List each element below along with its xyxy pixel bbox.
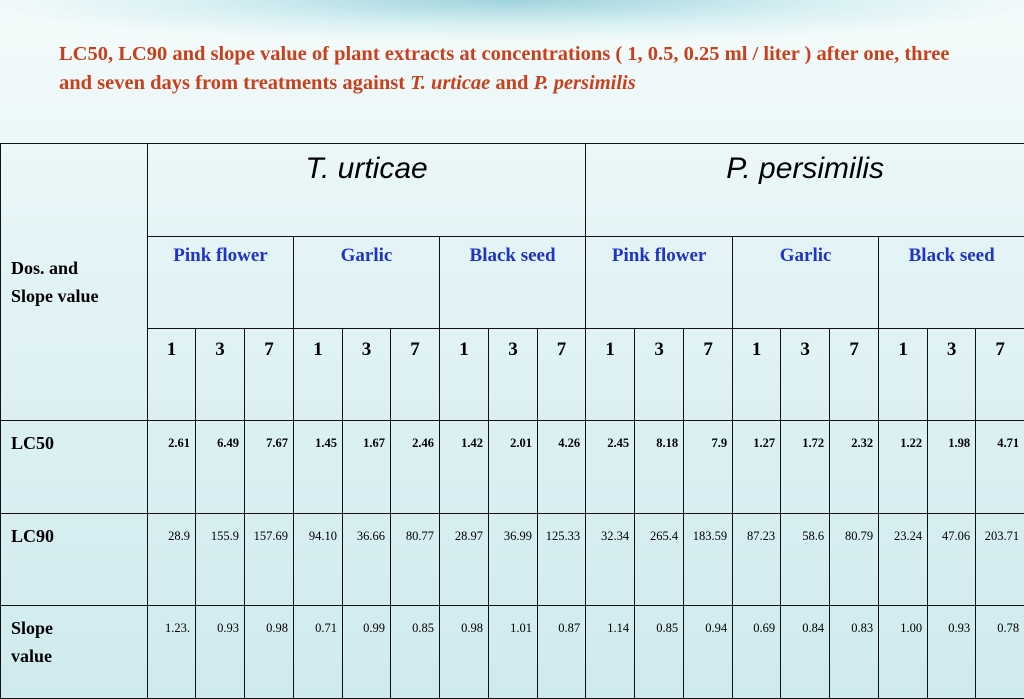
extract-header: Garlic xyxy=(294,237,440,329)
table-cell: 4.26 xyxy=(538,421,586,514)
day-header: 3 xyxy=(489,329,538,421)
day-header: 1 xyxy=(733,329,781,421)
row-label-lc90: LC90 xyxy=(1,514,148,606)
table-cell: 1.72 xyxy=(781,421,830,514)
table-cell: 58.6 xyxy=(781,514,830,606)
table-cell: 0.94 xyxy=(684,606,733,699)
table-cell: 0.93 xyxy=(928,606,976,699)
day-header: 7 xyxy=(245,329,294,421)
row-label-lc50: LC50 xyxy=(1,421,148,514)
table-cell: 2.45 xyxy=(586,421,635,514)
table-row-lc50 xyxy=(1,421,1024,514)
day-header: 7 xyxy=(976,329,1024,421)
day-header: 7 xyxy=(391,329,440,421)
day-header: 1 xyxy=(586,329,635,421)
table-cell: 157.69 xyxy=(245,514,294,606)
table-cell: 0.84 xyxy=(781,606,830,699)
table-cell: 203.71 xyxy=(976,514,1024,606)
table-cell: 2.01 xyxy=(489,421,538,514)
table-cell: 0.87 xyxy=(538,606,586,699)
table-cell: 32.34 xyxy=(586,514,635,606)
title-and: and xyxy=(490,72,533,94)
day-header: 1 xyxy=(148,329,196,421)
table-cell: 36.66 xyxy=(343,514,391,606)
table-cell: 36.99 xyxy=(489,514,538,606)
table-cell: 265.4 xyxy=(635,514,684,606)
day-header: 3 xyxy=(928,329,976,421)
extract-header-row xyxy=(1,237,1024,329)
slide-title xyxy=(59,40,979,98)
table-cell: 1.00 xyxy=(879,606,928,699)
species-header-row xyxy=(1,144,1024,237)
day-header: 1 xyxy=(440,329,489,421)
table-cell: 28.9 xyxy=(148,514,196,606)
corner-header xyxy=(1,144,148,421)
table-cell: 0.71 xyxy=(294,606,343,699)
table-cell: 23.24 xyxy=(879,514,928,606)
table-cell: 1.22 xyxy=(879,421,928,514)
extract-header: Black seed xyxy=(440,237,586,329)
species-header-1: T. urticae xyxy=(148,144,586,237)
table-cell: 1.42 xyxy=(440,421,489,514)
table-cell: 7.67 xyxy=(245,421,294,514)
day-header: 3 xyxy=(196,329,245,421)
table-cell: 1.98 xyxy=(928,421,976,514)
table-row-lc90 xyxy=(1,514,1024,606)
extract-header: Pink flower xyxy=(586,237,733,329)
table-cell: 28.97 xyxy=(440,514,489,606)
table-cell: 183.59 xyxy=(684,514,733,606)
table-cell: 4.71 xyxy=(976,421,1024,514)
table-cell: 0.98 xyxy=(440,606,489,699)
table-cell: 7.9 xyxy=(684,421,733,514)
table-cell: 1.23. xyxy=(148,606,196,699)
table-cell: 2.32 xyxy=(830,421,879,514)
table-cell: 1.01 xyxy=(489,606,538,699)
extract-header: Pink flower xyxy=(148,237,294,329)
day-header: 1 xyxy=(294,329,343,421)
table-cell: 47.06 xyxy=(928,514,976,606)
title-text: LC50, LC90 and slope value of plant extracts at concentrations ( 1, 0.5, 0.25 ml / liter ) after one, three and seven days from treatments against xyxy=(59,43,950,94)
corner-label-line2: Slope value xyxy=(11,286,99,306)
table-cell: 155.9 xyxy=(196,514,245,606)
day-header: 7 xyxy=(830,329,879,421)
day-header: 7 xyxy=(538,329,586,421)
days-header-row xyxy=(1,329,1024,421)
table-row-slope xyxy=(1,606,1024,699)
table-cell: 1.14 xyxy=(586,606,635,699)
table-cell: 8.18 xyxy=(635,421,684,514)
day-header: 3 xyxy=(635,329,684,421)
table-cell: 0.98 xyxy=(245,606,294,699)
table-cell: 94.10 xyxy=(294,514,343,606)
table-cell: 1.27 xyxy=(733,421,781,514)
day-header: 7 xyxy=(684,329,733,421)
table-cell: 1.67 xyxy=(343,421,391,514)
table-cell: 0.93 xyxy=(196,606,245,699)
table-cell: 0.99 xyxy=(343,606,391,699)
table-cell: 2.46 xyxy=(391,421,440,514)
day-header: 1 xyxy=(879,329,928,421)
day-header: 3 xyxy=(781,329,830,421)
table-cell: 2.61 xyxy=(148,421,196,514)
results-table xyxy=(0,143,1024,699)
title-species-1: T. urticae xyxy=(410,72,490,94)
day-header: 3 xyxy=(343,329,391,421)
extract-header: Black seed xyxy=(879,237,1024,329)
table-cell: 1.45 xyxy=(294,421,343,514)
table-cell: 0.83 xyxy=(830,606,879,699)
table-cell: 0.85 xyxy=(391,606,440,699)
extract-header: Garlic xyxy=(733,237,879,329)
table-cell: 6.49 xyxy=(196,421,245,514)
table-cell: 87.23 xyxy=(733,514,781,606)
table-cell: 0.78 xyxy=(976,606,1024,699)
title-species-2: P. persimilis xyxy=(534,72,636,94)
header-gradient xyxy=(0,0,1024,40)
table-cell: 0.85 xyxy=(635,606,684,699)
corner-label-line1: Dos. and xyxy=(11,258,78,278)
table-cell: 80.77 xyxy=(391,514,440,606)
species-header-2: P. persimilis xyxy=(586,144,1024,237)
table-cell: 0.69 xyxy=(733,606,781,699)
row-label-slope: Slope value xyxy=(1,606,148,699)
table-cell: 125.33 xyxy=(538,514,586,606)
table-cell: 80.79 xyxy=(830,514,879,606)
